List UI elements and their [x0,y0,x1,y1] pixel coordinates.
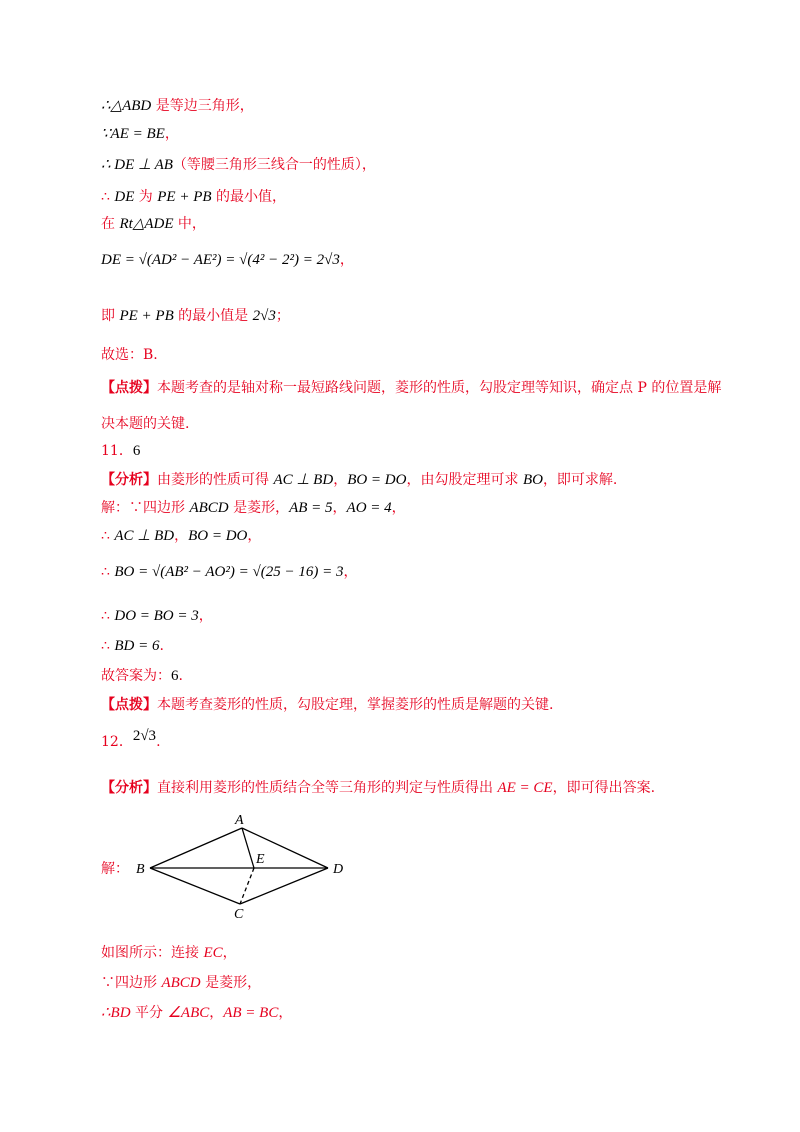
label-e: E [256,852,265,867]
math-expr: DO = BO = 3 [114,608,199,624]
text: . [156,734,161,750]
label-a: A [235,813,244,828]
math-expr: AB = BC [223,1005,279,1021]
text: 解： [101,861,129,877]
line-perpendicular [101,155,376,175]
line-ae-be [101,124,179,144]
text: ， [391,500,406,516]
text: 由菱形的性质可得 [157,472,274,488]
text: 的最小值是 [173,308,253,324]
text: 平分 [130,1005,168,1021]
math-expr: DE [114,189,135,205]
line-equilateral [101,96,254,116]
math-expr: DE = √(AD² − AE²) = √(4² − 2²) = 2√3 [101,252,340,268]
label-c: C [234,907,244,922]
text: ， [164,126,179,142]
bracket-label: 【点拨】 [101,380,157,396]
line-in-triangle [101,214,206,234]
text: 故选：B. [101,347,158,363]
math-expr: ∴△ABD [101,98,152,114]
line-bd [101,636,164,656]
text: ∴ [101,189,115,205]
question-11 [101,441,140,461]
math-expr: BD = 6 [114,638,160,654]
math-expr: ABCD [161,975,201,991]
text: . [178,668,183,684]
text: ， [209,1005,224,1021]
line-min-value [101,187,286,207]
solution-11-start [101,498,406,518]
rhombus-figure [130,808,360,923]
line-do [101,606,213,626]
text: 为 [134,189,158,205]
text: ∴ [101,638,115,654]
math-expr: AE = CE [497,780,553,796]
question-number: 11． [101,443,133,459]
math-expr: 6 [171,668,179,684]
answer: 2√3 [132,728,157,744]
text: 本题考查菱形的性质，勾股定理，掌握菱形的性质是解题的关键. [157,697,554,713]
analysis-11 [101,470,617,490]
math-expr: ABCD [189,500,229,516]
math-expr: ∴ DE ⊥ AB [101,157,173,173]
text: ， [278,1005,293,1021]
solution-12-label [101,859,129,879]
line-result [101,306,290,326]
question-number: 12． [101,734,133,750]
bracket-label: 【分析】 [101,780,157,796]
analysis-12 [101,778,655,798]
text: ， [174,528,189,544]
edge-dc [240,868,328,904]
math-expr: ∠ABC [167,1005,210,1021]
text: ， [247,528,262,544]
question-12 [101,728,161,752]
line-de-computation [101,250,354,270]
comment-dianbo-11 [101,695,553,715]
text: 在 [101,216,120,232]
line-ac-bd [101,526,261,546]
text: 的最小值， [211,189,286,205]
edge-ba [150,828,242,868]
answer: 6 [132,443,141,459]
math-expr: BO = DO [347,472,407,488]
math-expr: AB = 5 [289,500,333,516]
math-expr: ∴BD [101,1005,131,1021]
edge-ad [242,828,328,868]
math-expr: 2√3 [252,308,276,324]
text: ， [222,945,237,961]
text: ∴ [101,608,115,624]
text: ， [198,608,213,624]
text: 中， [173,216,206,232]
text: 是菱形， [228,500,290,516]
line-rhombus-abcd [101,973,261,993]
label-d: D [333,862,344,877]
text: （等腰三角形三线合一的性质）， [172,157,376,173]
math-expr: BO [522,472,543,488]
text: 是菱形， [200,975,262,991]
text: . [159,638,164,654]
math-expr: BO = DO [188,528,248,544]
math-expr: AC ⊥ BD [114,528,175,544]
edge-cb [150,868,240,904]
line-connect-ec [101,943,237,963]
math-expr: ∵AE = BE [101,126,165,142]
math-expr: AO = 4 [346,500,392,516]
text: ，即可求解. [542,472,618,488]
bracket-label: 【分析】 [101,472,157,488]
text: ，即可得出答案. [552,780,656,796]
text: ， [339,252,354,268]
comment-dianbo-10 [72,370,732,442]
line-answer-11 [101,666,183,686]
math-expr: PE + PB [157,189,212,205]
math-expr: Rt△ADE [119,216,174,232]
text: 解：∵四边形 [101,500,190,516]
text: ， [343,564,358,580]
text: ， [333,472,348,488]
label-b: B [136,862,145,877]
text: 直接利用菱形的性质结合全等三角形的判定与性质得出 [157,780,498,796]
line-bo-computation [101,562,357,582]
text: ， [332,500,347,516]
text: ； [275,308,290,324]
math-expr: PE + PB [119,308,174,324]
text: 本题考查的是轴对称一最短路线问题，菱形的性质，勾股定理等知识，确定点 P 的位置是解决本题的关键. [101,380,722,432]
text: ∴ [101,528,115,544]
text: ，由勾股定理可求 [406,472,523,488]
math-expr: EC [203,945,223,961]
text: 如图所示：连接 [101,945,204,961]
segment-ae [242,828,254,868]
line-bisect [101,1003,292,1023]
text: 故答案为： [101,668,171,684]
text: 即 [101,308,120,324]
text: ∴ [101,564,115,580]
text: ∵四边形 [101,975,162,991]
text: 是等边三角形， [151,98,254,114]
line-choice [101,345,158,365]
math-expr: BO = √(AB² − AO²) = √(25 − 16) = 3 [114,564,344,580]
math-expr: AC ⊥ BD [273,472,334,488]
bracket-label: 【点拨】 [101,697,157,713]
